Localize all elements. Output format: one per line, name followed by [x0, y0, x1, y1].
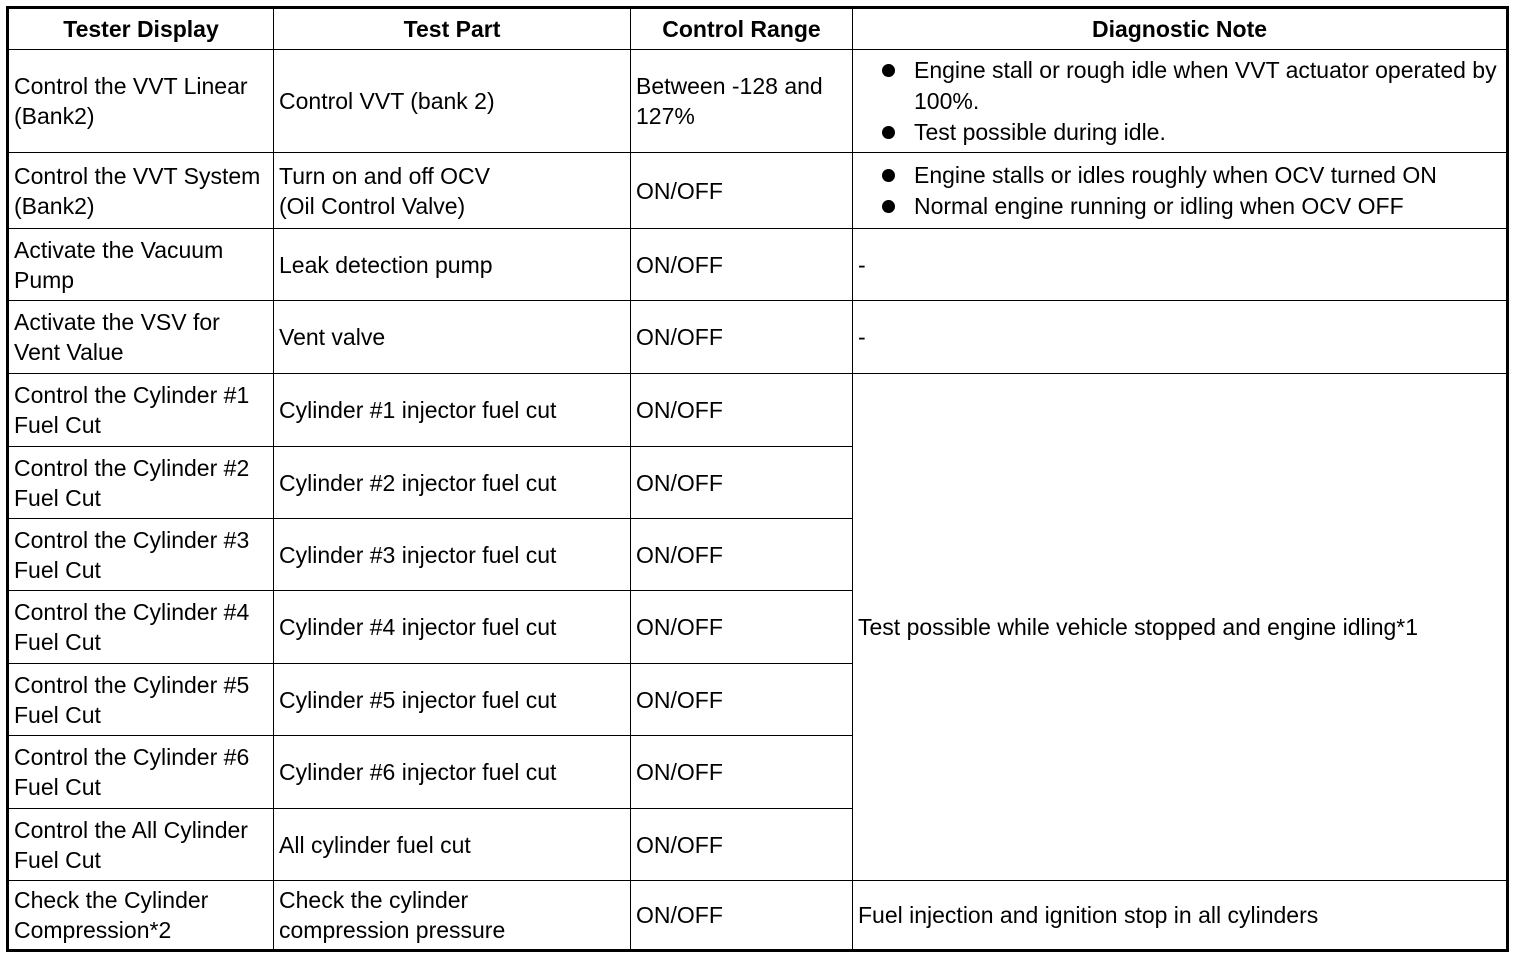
table-row: [8, 229, 1508, 301]
table-row: [8, 50, 1508, 153]
test-part-line: Turn on and off OCV: [279, 162, 490, 189]
test-part-cell: Cylinder #4 injector fuel cut: [274, 591, 631, 664]
diagnostic-note-cell: -: [853, 229, 1508, 301]
active-test-table: [6, 6, 1509, 952]
note-list: [858, 160, 1501, 222]
test-part-line: compression pressure: [279, 917, 506, 943]
test-part-line: Check the cylinder: [279, 887, 469, 913]
table-row: [8, 301, 1508, 374]
test-part-cell: Leak detection pump: [274, 229, 631, 301]
tester-display-cell: Control the Cylinder #1 Fuel Cut: [8, 374, 274, 447]
bullet-icon: [882, 169, 895, 182]
test-part-line: (Oil Control Valve): [279, 192, 466, 219]
tester-display-cell: Activate the Vacuum Pump: [8, 229, 274, 301]
test-part-cell: Cylinder #1 injector fuel cut: [274, 374, 631, 447]
tester-display-cell: Control the Cylinder #4 Fuel Cut: [8, 591, 274, 664]
test-part-cell: Control VVT (bank 2): [274, 50, 631, 153]
control-range-cell: ON/OFF: [631, 301, 853, 374]
table-row: [8, 153, 1508, 229]
control-range-cell: ON/OFF: [631, 229, 853, 301]
test-part-cell: Cylinder #6 injector fuel cut: [274, 736, 631, 809]
control-range-cell: ON/OFF: [631, 809, 853, 881]
control-range-cell: ON/OFF: [631, 881, 853, 951]
note-item: [882, 191, 1501, 222]
diagnostic-note-cell: [853, 153, 1508, 229]
test-part-cell: Cylinder #2 injector fuel cut: [274, 447, 631, 519]
control-range-cell: ON/OFF: [631, 374, 853, 447]
tester-display-cell: Control the Cylinder #5 Fuel Cut: [8, 664, 274, 736]
header-control-range: Control Range: [631, 8, 853, 50]
note-list: [858, 55, 1501, 148]
note-text: Engine stall or rough idle when VVT actuator operated by 100%.: [914, 56, 1497, 114]
merged-diagnostic-note-cell: Test possible while vehicle stopped and engine idling*1: [853, 374, 1508, 881]
tester-display-cell: Control the Cylinder #6 Fuel Cut: [8, 736, 274, 809]
note-text: Normal engine running or idling when OCV OFF: [914, 192, 1404, 219]
control-range-cell: ON/OFF: [631, 591, 853, 664]
control-range-cell: Between -128 and 127%: [631, 50, 853, 153]
table-row: [8, 881, 1508, 951]
note-text: Engine stalls or idles roughly when OCV turned ON: [914, 161, 1437, 188]
diagnostic-note-cell: -: [853, 301, 1508, 374]
tester-display-cell: Control the VVT System (Bank2): [8, 153, 274, 229]
tester-display-cell: Activate the VSV for Vent Value: [8, 301, 274, 374]
control-range-cell: ON/OFF: [631, 664, 853, 736]
bullet-icon: [882, 200, 895, 213]
tester-display-cell: Control the Cylinder #3 Fuel Cut: [8, 519, 274, 591]
header-row: [8, 8, 1508, 50]
header-tester-display: Tester Display: [8, 8, 274, 50]
diagnostic-note-cell: [853, 50, 1508, 153]
diagnostic-note-cell: Fuel injection and ignition stop in all cylinders: [853, 881, 1508, 951]
control-range-cell: ON/OFF: [631, 736, 853, 809]
bullet-icon: [882, 126, 895, 139]
note-item: [882, 117, 1501, 148]
test-part-cell: [274, 881, 631, 951]
table-row: [8, 374, 1508, 447]
test-part-cell: Cylinder #5 injector fuel cut: [274, 664, 631, 736]
control-range-cell: ON/OFF: [631, 447, 853, 519]
tester-display-cell: Control the VVT Linear (Bank2): [8, 50, 274, 153]
note-item: [882, 55, 1501, 117]
test-part-cell: All cylinder fuel cut: [274, 809, 631, 881]
test-part-cell: [274, 153, 631, 229]
tester-display-cell: Control the Cylinder #2 Fuel Cut: [8, 447, 274, 519]
control-range-cell: ON/OFF: [631, 153, 853, 229]
header-test-part: Test Part: [274, 8, 631, 50]
tester-display-cell: Check the Cylinder Compression*2: [8, 881, 274, 951]
note-text: Test possible during idle.: [914, 118, 1166, 145]
header-diagnostic-note: Diagnostic Note: [853, 8, 1508, 50]
tester-display-cell: Control the All Cylinder Fuel Cut: [8, 809, 274, 881]
bullet-icon: [882, 64, 895, 77]
test-part-cell: Cylinder #3 injector fuel cut: [274, 519, 631, 591]
test-part-cell: Vent valve: [274, 301, 631, 374]
note-item: [882, 160, 1501, 191]
control-range-cell: ON/OFF: [631, 519, 853, 591]
